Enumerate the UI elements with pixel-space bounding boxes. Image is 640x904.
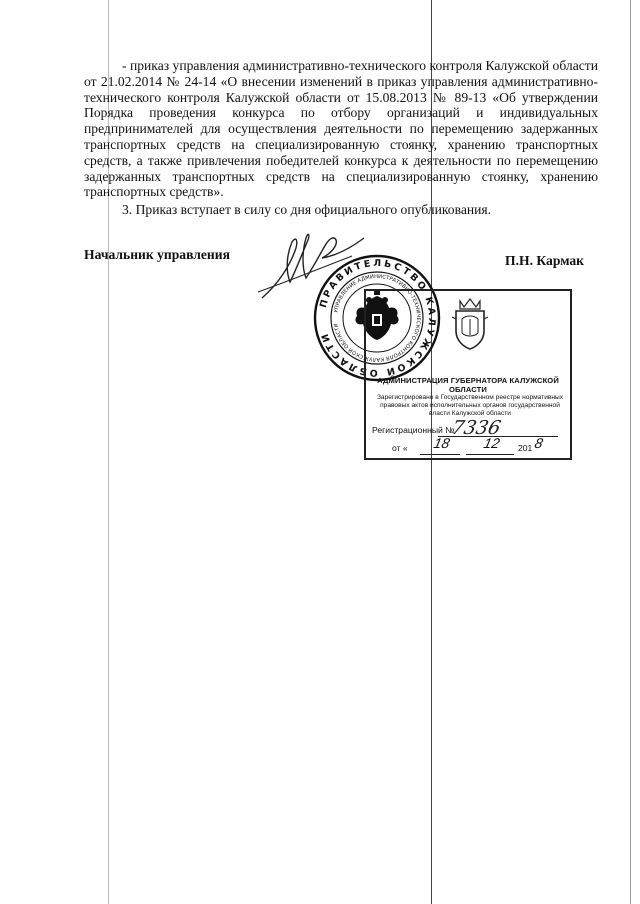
paragraph-order-item: - приказ управления административно-технического контроля Калужской области от 21.02.2014 № 24-14 «О внесении изменений в приказ управления административно-технического контроля Калужской области от 15.08.2013 № 89-13 «Об утверждении Порядка проведения конкурса по отбору организаций и индивидуальных предпринимателей для осуществления деятельности по перемещению задержанных транспортных средств на специализированную стоянку, хранению транспортных средств, а также привлечения победителей конкурса к деятельности по перемещению задержанных транспортных средств на специализированную стоянку, хранению транспортных средств». <box>84 58 598 200</box>
date-month: 12 <box>482 435 502 451</box>
registration-number: 7336 <box>449 417 503 439</box>
coat-of-arms-icon <box>450 297 490 351</box>
date-year-prefix: 201 <box>518 443 533 453</box>
signer-position: Начальник управления <box>84 247 230 262</box>
document-body <box>84 58 598 218</box>
svg-text:УПРАВЛЕНИЕ АДМИНИСТРАТИВНО-ТЕХ: УПРАВЛЕНИЕ АДМИНИСТРАТИВНО-ТЕХНИЧЕСКОГО КОНТРОЛЯ КАЛУЖСКОЙ ОБЛАСТИ <box>333 273 422 363</box>
date-year-digit: 8 <box>533 435 545 451</box>
date-day: 18 <box>432 435 452 451</box>
registration-number-label: Регистрационный № <box>372 425 455 435</box>
signer-name: П.Н. Кармак <box>505 253 584 268</box>
stamp-title: АДМИНИСТРАЦИЯ ГУБЕРНАТОРА КАЛУЖСКОЙ ОБЛАСТИ <box>377 376 559 394</box>
date-day-underline <box>420 454 460 455</box>
date-month-underline <box>466 454 514 455</box>
scan-edge-line <box>630 0 631 904</box>
date-prefix: от « <box>392 443 408 453</box>
registration-stamp <box>364 289 572 460</box>
paragraph-effective-date: 3. Приказ вступает в силу со дня официального опубликования. <box>122 202 492 218</box>
svg-text:ПРАВИТЕЛЬСТВО КАЛУЖСКОЙ ОБЛАСТ: ПРАВИТЕЛЬСТВО КАЛУЖСКОЙ ОБЛАСТИ <box>317 257 438 379</box>
stamp-description: Зарегистрировано в Государственном реестре нормативных правовых актов исполнительных органов государственной власти Калужской области <box>376 394 564 417</box>
